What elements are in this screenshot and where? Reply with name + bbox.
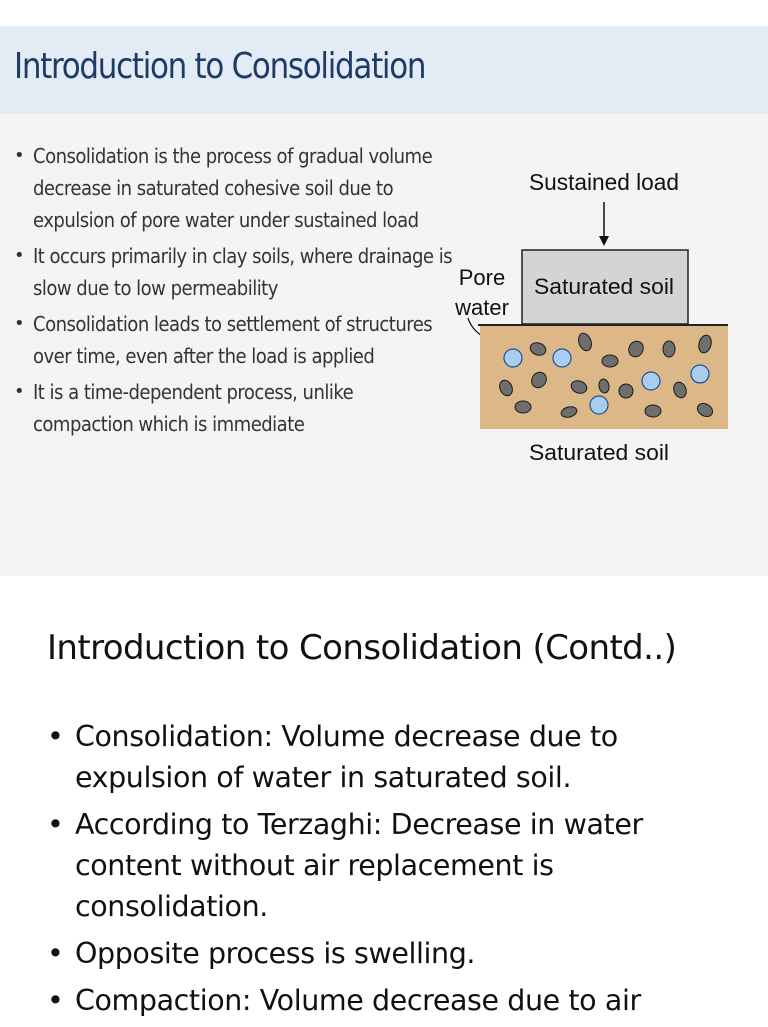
water-droplet bbox=[553, 349, 571, 367]
bullet-item: • According to Terzaghi: Decrease in water content without air replacement is consolidation. bbox=[47, 804, 747, 927]
bullet-item: • It occurs primarily in clay soils, where drainage is slow due to low permeability bbox=[14, 240, 454, 304]
slide-2-bullet-list bbox=[47, 716, 747, 1027]
water-droplet bbox=[691, 365, 709, 383]
soil-particle bbox=[515, 401, 531, 413]
bullet-item: • Compaction: Volume decrease due to air bbox=[47, 980, 747, 1021]
load-arrow-head-icon bbox=[599, 236, 609, 246]
bottom-label: Saturated soil bbox=[529, 440, 669, 465]
bullet-item: • It is a time-dependent process, unlike compaction which is immediate bbox=[14, 376, 454, 440]
bullet-dot-icon: • bbox=[47, 984, 64, 1017]
slide-2-title: Introduction to Consolidation (Contd..) bbox=[47, 628, 677, 668]
slide-1-top-margin bbox=[0, 0, 768, 26]
load-label: Sustained load bbox=[529, 169, 679, 195]
consolidation-diagram bbox=[448, 160, 748, 480]
bullet-dot-icon: • bbox=[47, 720, 64, 753]
bullet-dot-icon: • bbox=[14, 313, 25, 334]
soil-particle bbox=[663, 341, 675, 357]
block-label: Saturated soil bbox=[534, 274, 674, 299]
slide-1-title: Introduction to Consolidation bbox=[14, 46, 426, 87]
pore-water-label-line2: water bbox=[455, 295, 509, 320]
soil-particle bbox=[645, 405, 661, 417]
bullet-item: • Opposite process is swelling. bbox=[47, 933, 747, 974]
bullet-item: • Consolidation leads to settlement of structures over time, even after the load is applied bbox=[14, 308, 454, 372]
bullet-item: • Consolidation: Volume decrease due to expulsion of water in saturated soil. bbox=[47, 716, 747, 798]
bullet-dot-icon: • bbox=[14, 145, 25, 166]
slide-1-bullet-list bbox=[14, 140, 454, 444]
bullet-item: • Consolidation is the process of gradual volume decrease in saturated cohesive soil due to expulsion of pore water under sustained load bbox=[14, 140, 454, 236]
bullet-dot-icon: • bbox=[14, 381, 25, 402]
pore-water-label-line1: Pore bbox=[458, 265, 506, 290]
bullet-dot-icon: • bbox=[14, 245, 25, 266]
water-droplet bbox=[504, 349, 522, 367]
water-droplet bbox=[590, 396, 608, 414]
soil-layer bbox=[480, 326, 728, 429]
bullet-dot-icon: • bbox=[47, 937, 64, 970]
bullet-dot-icon: • bbox=[47, 808, 64, 841]
soil-particle bbox=[602, 355, 618, 367]
water-droplet bbox=[642, 372, 660, 390]
